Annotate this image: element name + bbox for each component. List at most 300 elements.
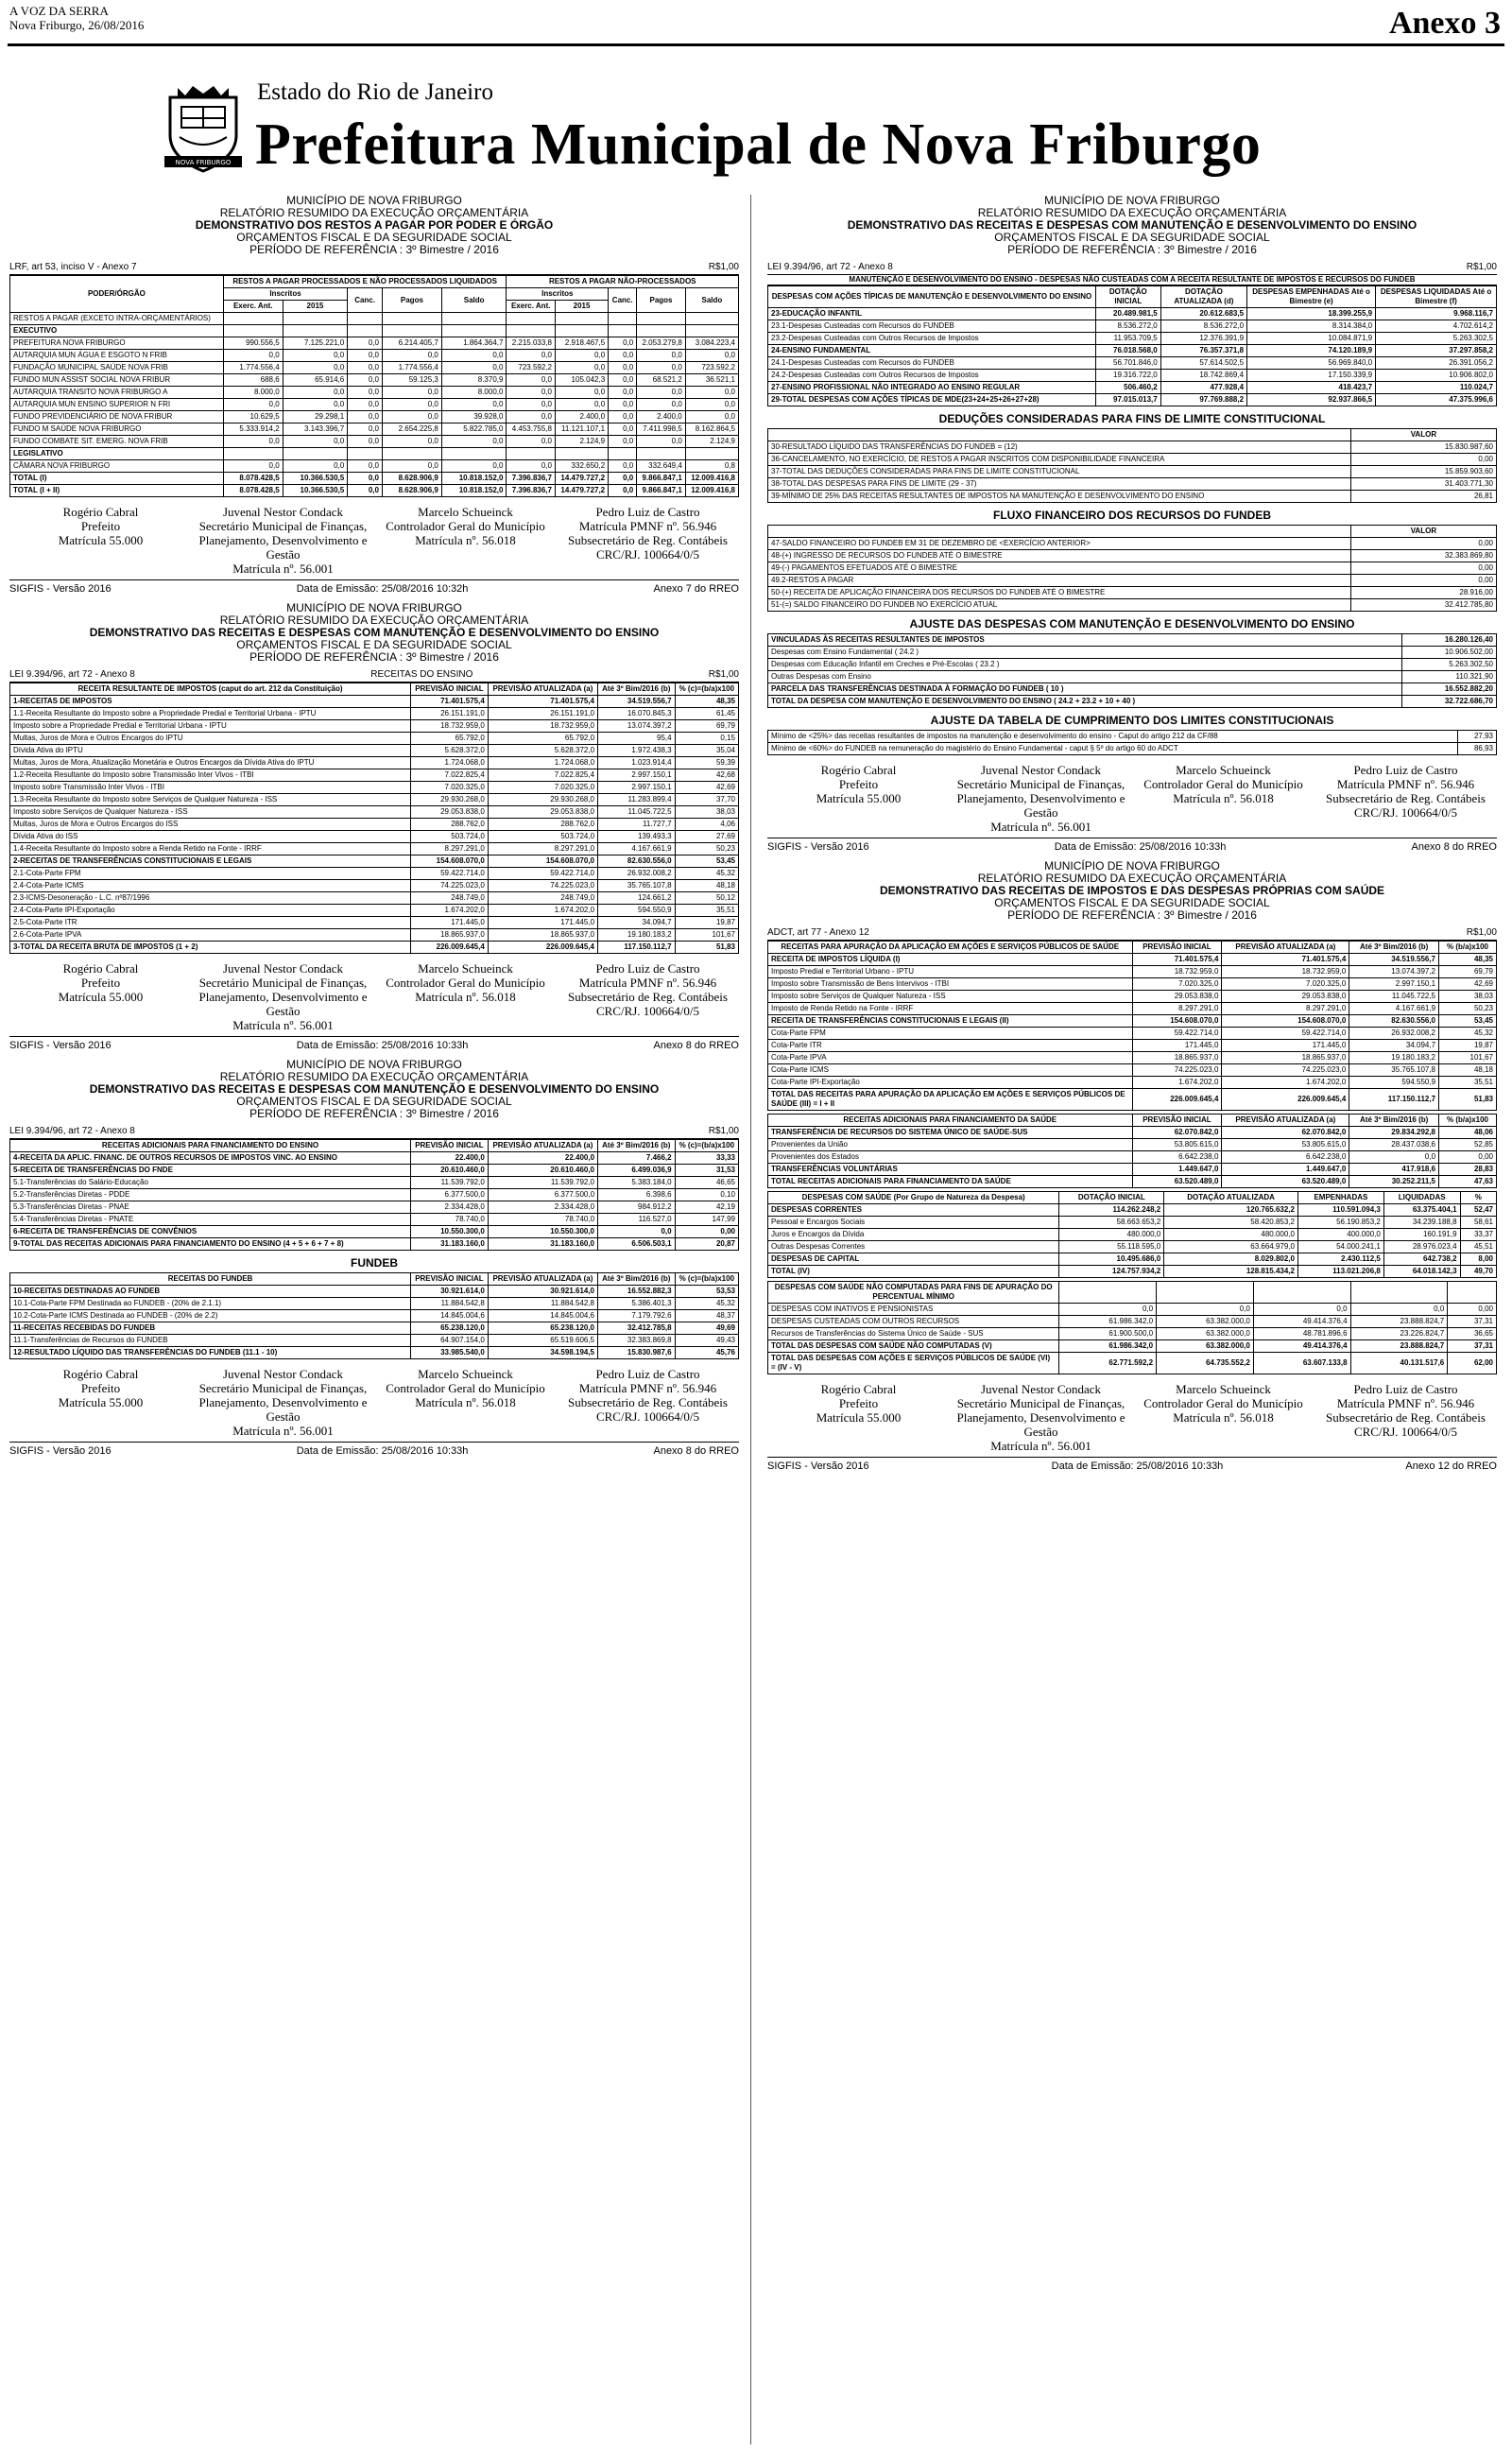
cell-value: 4,06 [675, 819, 738, 831]
col-2015: 2015 [283, 301, 348, 313]
table-row [768, 1064, 1497, 1077]
table-row [10, 1177, 739, 1189]
cell-value: 59.422.714,0 [411, 868, 489, 880]
cell-value: 68.521,2 [637, 374, 686, 387]
cell-value: 0,0 [609, 399, 637, 411]
table-row [768, 454, 1497, 466]
table-row [10, 473, 739, 485]
cell-value: 0,0 [507, 387, 556, 399]
signature-role: Secretário Municipal de Finanças, Planejamento, Desenvolvimento e Gestão [198, 519, 368, 562]
cell-value: 0,0 [598, 1226, 676, 1238]
col-despesa: DESPESAS COM AÇÕES TÍPICAS DE MANUTENÇÃO E DESENVOLVIMENTO DO ENSINO [768, 286, 1096, 308]
col-nao-processados: RESTOS A PAGAR NÃO-PROCESSADOS [507, 276, 739, 288]
cell-value: 49,70 [1460, 1266, 1496, 1278]
cell-value: 400.000,0 [1297, 1229, 1383, 1241]
signature-role: Controlador Geral do Município [1143, 1396, 1303, 1410]
cell-value: 0,0 [1350, 1304, 1448, 1316]
cell-value: 0,0 [637, 362, 686, 374]
signature-reg: Matrícula nº. 56.001 [990, 820, 1091, 834]
table-row [768, 634, 1497, 647]
cell-value: 65.792,0 [488, 733, 597, 745]
cell-value: 19,87 [675, 917, 738, 929]
cell-value: 13.074.397,2 [1349, 966, 1439, 978]
cell-value: 45,32 [675, 868, 738, 880]
row-label: 10.2-Cota-Parte ICMS Destinada ao FUNDEB - (20% de 2.2) [10, 1310, 411, 1322]
signature-name: Juvenal Nestor Condack [222, 1367, 344, 1381]
row-label: 3-TOTAL DA RECEITA BRUTA DE IMPOSTOS (1 + 2) [10, 942, 411, 954]
cell-value: 18.865.937,0 [488, 929, 597, 942]
cell-value: 15.859.903,60 [1350, 466, 1496, 478]
report-meta [767, 260, 1497, 275]
cell-value: 8.314.384,0 [1247, 320, 1376, 333]
table-row [10, 880, 739, 892]
cell-value: 71.401.575,4 [411, 696, 489, 708]
row-label: 2.5-Cota-Parte ITR [10, 917, 411, 929]
cell-value: 11.884.542,8 [411, 1298, 489, 1310]
signature [767, 1382, 950, 1453]
col-previsao-atualizada: PREVISÃO ATUALIZADA (a) [1222, 1115, 1349, 1127]
cell-value: 82.630.556,0 [1349, 1015, 1439, 1028]
cell-value: 10.366.530,5 [283, 485, 348, 497]
table-row [768, 954, 1497, 966]
cell-value: 36,65 [1448, 1328, 1497, 1340]
cell-value [382, 448, 441, 460]
col-canc: Canc. [348, 288, 383, 313]
emission-date: Data de Emissão: 25/08/2016 10:33h [1051, 1460, 1224, 1472]
cell-value: 5.822.785,0 [441, 423, 507, 436]
table-row [10, 868, 739, 880]
cell-value: 3.143.396,7 [283, 423, 348, 436]
row-label: FUNDO M SAÚDE NOVA FRIBURGO [10, 423, 224, 436]
cell-value: 26.151.191,0 [488, 708, 597, 720]
deducoes-title: DEDUÇÕES CONSIDERADAS PARA FINS DE LIMITE CONSTITUCIONAL [938, 412, 1326, 425]
cell-value: 2.124,9 [685, 436, 738, 448]
cell-value [223, 448, 283, 460]
cell-value: 59.422.714,0 [488, 868, 597, 880]
cell-value: 16.552.882,3 [598, 1286, 676, 1298]
row-label: Outras Despesas Correntes [768, 1241, 1059, 1253]
cell-value: 59.422.714,0 [1222, 1028, 1349, 1040]
signature-reg: Matrícula nº. 56.001 [232, 562, 334, 576]
cell-value: 29.834.292,8 [1349, 1127, 1439, 1139]
table-row [10, 374, 739, 387]
cell-value: 95,4 [598, 733, 676, 745]
cell-value: 0,0 [609, 423, 637, 436]
table-row [768, 1253, 1497, 1266]
cell-value: 38,03 [1439, 991, 1497, 1003]
cell-value: 0,0 [1059, 1304, 1157, 1316]
cell-value: 63.382.000,0 [1157, 1316, 1254, 1328]
signature-name: Pedro Luiz de Castro [1353, 763, 1458, 777]
cell-value: 63.382.000,0 [1157, 1328, 1254, 1340]
cell-value: 22.400,0 [488, 1152, 597, 1165]
header-line: MUNICÍPIO DE NOVA FRIBURGO [1044, 859, 1220, 873]
cell-value: 11.121.107,1 [555, 423, 608, 436]
cell-value [609, 325, 637, 337]
signature-name: Pedro Luiz de Castro [595, 961, 700, 976]
table-row [10, 819, 739, 831]
report-despesas-ensino [767, 195, 1497, 853]
limites-table [767, 730, 1497, 755]
legal-reference: ADCT, art 77 - Anexo 12 [767, 927, 869, 938]
col-dotacao-atualizada: DOTAÇÃO ATUALIZADA [1164, 1192, 1298, 1204]
cell-value: 139.493,3 [598, 831, 676, 843]
table-row [10, 1286, 739, 1298]
table-row [768, 1353, 1497, 1374]
signature-block [9, 961, 739, 1032]
col-despesa: DESPESAS COM SAÚDE (Por Grupo de Natureza da Despesa) [768, 1192, 1059, 1204]
cell-value: 7.020.325,0 [1222, 978, 1349, 991]
fluxo-body [768, 538, 1497, 612]
row-label: 51-(=) SALDO FINANCEIRO DO FUNDEB NO EXERCÍCIO ATUAL [768, 599, 1351, 612]
cell-value: 0,0 [685, 387, 738, 399]
cell-value: 0,0 [283, 460, 348, 473]
cell-value: 0,0 [609, 374, 637, 387]
cell-value: 0,0 [348, 436, 383, 448]
cell-value: 53.805.615,0 [1132, 1139, 1222, 1151]
signature [374, 505, 557, 576]
signature-name: Pedro Luiz de Castro [1353, 1382, 1458, 1396]
table-row [10, 313, 739, 325]
cell-value [348, 325, 383, 337]
header-line: RELATÓRIO RESUMIDO DA EXECUÇÃO ORÇAMENTÁRIA [219, 614, 529, 627]
row-label: Dívida Ativa do IPTU [10, 745, 411, 757]
row-label: Imposto de Renda Retido na Fonte - IRRF [768, 1003, 1133, 1015]
cell-value: 19.180.183,2 [598, 929, 676, 942]
row-label: AUTARQUIA TRANSITO NOVA FRIBURGO A [10, 387, 224, 399]
row-label: 2.1-Cota-Parte FPM [10, 868, 411, 880]
cell-value: 28.976.023,4 [1383, 1241, 1460, 1253]
row-label: TOTAL DAS DESPESAS COM SAÚDE NÃO COMPUTADAS (V) [768, 1340, 1059, 1353]
cell-value: 8.000,0 [223, 387, 283, 399]
table-row [768, 357, 1497, 370]
cell-value: 0,0 [507, 350, 556, 362]
signature-role: Controlador Geral do Município [1143, 777, 1303, 791]
cell-value: 2.430.112,5 [1297, 1253, 1383, 1266]
row-label: 23-EDUCAÇÃO INFANTIL [768, 308, 1096, 320]
cell-value: 0,0 [283, 399, 348, 411]
cell-value: 16.070.845,3 [598, 708, 676, 720]
row-label: Mínimo de <25%> das receitas resultantes de impostos na manutenção e desenvolvimento do ensino - Caput do artigo 212 da CF/88 [768, 731, 1458, 743]
header-line: ORÇAMENTOS FISCAL E DA SEGURIDADE SOCIAL [994, 896, 1270, 909]
cell-value: 65.519.606,5 [488, 1335, 597, 1347]
cell-value: 28.916,00 [1350, 587, 1496, 599]
row-label: FUNDAÇÃO MUNICIPAL SAÚDE NOVA FRIB [10, 362, 224, 374]
signature-reg: Matrícula 55.000 [58, 990, 144, 1004]
cell-value: 56.969.840,0 [1247, 357, 1376, 370]
cell-value: 0,0 [555, 350, 608, 362]
col-liquidadas: DESPESAS LIQUIDADAS Até o Bimestre (f) [1376, 286, 1497, 308]
row-label: Imposto sobre a Propriedade Predial e Territorial Urbana - IPTU [10, 720, 411, 733]
signature-role: Secretário Municipal de Finanças, Planejamento, Desenvolvimento e Gestão [956, 1396, 1125, 1439]
col-previsao-atualizada: PREVISÃO ATUALIZADA (a) [488, 1273, 597, 1286]
system-version: SIGFIS - Versão 2016 [767, 1460, 869, 1472]
cell-value: 33,37 [1460, 1229, 1496, 1241]
table-row [768, 1204, 1497, 1217]
signature-role: Matrícula PMNF nº. 56.946 [578, 976, 717, 990]
row-label: 23.1-Despesas Custeadas com Recursos do FUNDEB [768, 320, 1096, 333]
cell-value: 35,51 [1439, 1077, 1497, 1089]
cell-value: 7.466,2 [598, 1152, 676, 1165]
row-label: 5.1-Transferências do Salário-Educação [10, 1177, 411, 1189]
header-line: ORÇAMENTOS FISCAL E DA SEGURIDADE SOCIAL [236, 1095, 512, 1108]
signature-name: Juvenal Nestor Condack [222, 505, 344, 519]
cell-value: 49.414.376,4 [1253, 1340, 1350, 1353]
row-label: Multas, Juros de Mora e Outros Encargos do ISS [10, 819, 411, 831]
cell-value: 0,15 [675, 733, 738, 745]
table-row [768, 696, 1497, 708]
cell-value: 0,0 [223, 436, 283, 448]
cell-value: 51,83 [1439, 1089, 1497, 1111]
row-label: Cota-Parte ITR [768, 1040, 1133, 1052]
row-label: Provenientes da União [768, 1139, 1133, 1151]
cell-value: 7.396.836,7 [507, 473, 556, 485]
table-row [10, 448, 739, 460]
col-percent: % (c)=(b/a)x100 [675, 1140, 738, 1152]
table-row [768, 1127, 1497, 1139]
cell-value: 7.179.792,6 [598, 1310, 676, 1322]
cell-value: 4.702.614,2 [1376, 320, 1497, 333]
table-row [10, 362, 739, 374]
row-label: Cota-Parte FPM [768, 1028, 1133, 1040]
header-line: ORÇAMENTOS FISCAL E DA SEGURIDADE SOCIAL [236, 638, 512, 651]
fundeb-band: FUNDEB [351, 1256, 398, 1270]
cell-value: 0,0 [609, 436, 637, 448]
cell-value: 2.918.467,5 [555, 337, 608, 350]
cell-value: 48,37 [675, 1310, 738, 1322]
despesas-nao-computadas-table [767, 1281, 1497, 1374]
cell-value: 20.612.683,5 [1160, 308, 1246, 320]
col-inscritos: Inscritos [223, 288, 347, 301]
annex-reference: Anexo 7 do RREO [653, 583, 739, 595]
cell-value: 52,47 [1460, 1204, 1496, 1217]
cell-value: 120.765.632,2 [1164, 1204, 1298, 1217]
signature-role: Controlador Geral do Município [386, 976, 545, 990]
cell-value: 26.151.191,0 [411, 708, 489, 720]
cell-value: 11.727,7 [598, 819, 676, 831]
cell-value: 97.769.888,2 [1160, 394, 1246, 406]
despesas-ensino-table [767, 285, 1497, 406]
cell-value [609, 313, 637, 325]
cell-value: 0,00 [1448, 1304, 1497, 1316]
cell-value: 40.131.517,6 [1350, 1353, 1448, 1374]
cell-value: 58,61 [1460, 1217, 1496, 1229]
cell-value: 30.921.614,0 [488, 1286, 597, 1298]
signature-role: Controlador Geral do Município [386, 519, 545, 533]
table-row [10, 855, 739, 868]
receitas-adicionais-body [10, 1152, 739, 1251]
row-label: 5.3-Transferências Diretas - PNAE [10, 1201, 411, 1214]
col-exerc-ant: Exerc. Ant. [223, 301, 283, 313]
table-row [768, 1229, 1497, 1241]
cell-value: 6.214.405,7 [382, 337, 441, 350]
report-header [767, 860, 1497, 922]
cell-value: 0,0 [637, 350, 686, 362]
signature-name: Juvenal Nestor Condack [222, 961, 344, 976]
cell-value: 58.663.653,2 [1059, 1217, 1164, 1229]
cell-value: 19.180.183,2 [1349, 1052, 1439, 1064]
cell-value: 10.629,5 [223, 411, 283, 423]
cell-value: 114.262.248,2 [1059, 1204, 1164, 1217]
cell-value: 50,23 [675, 843, 738, 855]
row-label: 1-RECEITAS DE IMPOSTOS [10, 696, 411, 708]
row-label: Imposto sobre Serviços de Qualquer Natureza - ISS [768, 991, 1133, 1003]
row-label: Imposto sobre Serviços de Qualquer Natureza - ISS [10, 806, 411, 819]
signature-role: Matrícula PMNF nº. 56.946 [1336, 1396, 1475, 1410]
col-empenhadas: EMPENHADAS [1297, 1192, 1383, 1204]
fluxo-title: FLUXO FINANCEIRO DOS RECURSOS DO FUNDEB [992, 509, 1271, 522]
cell-value: 418.423,7 [1247, 382, 1376, 394]
cell-value: 49,43 [675, 1335, 738, 1347]
table-row [10, 411, 739, 423]
table-row [768, 370, 1497, 382]
cell-value: 32.412.785,8 [598, 1322, 676, 1335]
cell-value: 0,0 [441, 350, 507, 362]
cell-value: 594.550,9 [1349, 1077, 1439, 1089]
cell-value: 0,0 [441, 399, 507, 411]
cell-value: 20.489.981,5 [1095, 308, 1160, 320]
cell-value: 0,0 [348, 399, 383, 411]
cell-value: 0,0 [348, 460, 383, 473]
cell-value: 17.150.339,9 [1247, 370, 1376, 382]
signature-block [767, 1382, 1497, 1453]
cell-value: 6.642.238,0 [1222, 1151, 1349, 1164]
cell-value: 42,69 [1439, 978, 1497, 991]
cell-value: 74.225.023,0 [411, 880, 489, 892]
cell-value: 48,35 [1439, 954, 1497, 966]
cell-value [637, 448, 686, 460]
ajuste-title: AJUSTE DAS DESPESAS COM MANUTENÇÃO E DESENVOLVIMENTO DO ENSINO [909, 617, 1355, 631]
cell-value: 0,0 [507, 374, 556, 387]
cell-value: 42,68 [675, 769, 738, 782]
row-label: Outras Despesas com Ensino [768, 671, 1402, 683]
cell-value: 37,70 [675, 794, 738, 806]
cell-value: 29.053.838,0 [411, 806, 489, 819]
table-row [10, 806, 739, 819]
cell-value: 480.000,0 [1164, 1229, 1298, 1241]
cell-value: 248.749,0 [411, 892, 489, 905]
crest-text: NOVA FRIBURGO [175, 159, 232, 166]
cell-value: 71.401.575,4 [1222, 954, 1349, 966]
cell-value: 31.183.160,0 [488, 1238, 597, 1251]
cell-value: 10.818.152,0 [441, 485, 507, 497]
legal-reference: LRF, art 53, inciso V - Anexo 7 [9, 262, 137, 272]
table-row [10, 1238, 739, 1251]
cell-value [223, 313, 283, 325]
signature-name: Marcelo Schueinck [418, 961, 513, 976]
row-label: 1.4-Receita Resultante do Imposto sobre a Renda Retido na Fonte - IRRF [10, 843, 411, 855]
report-meta [9, 667, 739, 683]
cell-value: 642.738,2 [1383, 1253, 1460, 1266]
table-row [768, 1316, 1497, 1328]
signature-name: Rogério Cabral [62, 961, 139, 976]
report-title: DEMONSTRATIVO DAS RECEITAS E DESPESAS COM MANUTENÇÃO E DESENVOLVIMENTO DO ENSINO [89, 1082, 660, 1096]
col-canc: Canc. [609, 288, 637, 313]
cell-value: 49.414.376,4 [1253, 1316, 1350, 1328]
cell-value: 18.732.959,0 [488, 720, 597, 733]
table-row [768, 575, 1497, 587]
header-line: ORÇAMENTOS FISCAL E DA SEGURIDADE SOCIAL [994, 231, 1270, 244]
table-row [768, 1217, 1497, 1229]
row-label: EXECUTIVO [10, 325, 224, 337]
table-row [10, 1298, 739, 1310]
row-label: 2.3-ICMS-Desoneração - L.C. nº87/1996 [10, 892, 411, 905]
cell-value: 0,0 [609, 362, 637, 374]
cell-value: 0,0 [441, 436, 507, 448]
cell-value: 288.762,0 [488, 819, 597, 831]
cell-value: 7.020.325,0 [411, 782, 489, 794]
cell-value: 32.412.785,80 [1350, 599, 1496, 612]
table-row [10, 1310, 739, 1322]
cell-value: 8.297.291,0 [1132, 1003, 1222, 1015]
row-label: 24-ENSINO FUNDAMENTAL [768, 345, 1096, 357]
annex-reference: Anexo 8 do RREO [1411, 841, 1497, 853]
cell-value: 2.400,0 [637, 411, 686, 423]
cell-value: 0,0 [223, 399, 283, 411]
cell-value [348, 448, 383, 460]
table-row [10, 917, 739, 929]
row-label: 10-RECEITAS DESTINADAS AO FUNDEB [10, 1286, 411, 1298]
cell-value: 6.499.036,9 [598, 1165, 676, 1177]
report-footer [767, 838, 1497, 853]
signature [1314, 763, 1497, 834]
cell-value: 5.386.401,3 [598, 1298, 676, 1310]
col-receita-fundeb: RECEITAS DO FUNDEB [10, 1273, 411, 1286]
table-row [768, 683, 1497, 696]
cell-value: 11.953.709,5 [1095, 333, 1160, 345]
signature-reg: Subsecretário de Reg. Contábeis CRC/RJ. 100664/0/5 [1326, 791, 1486, 820]
cell-value: 16.280.126,40 [1402, 634, 1497, 647]
row-label: 6-RECEITA DE TRANSFERÊNCIAS DE CONVÊNIOS [10, 1226, 411, 1238]
table-row [10, 1201, 739, 1214]
cell-value: 34.239.188,8 [1383, 1217, 1460, 1229]
cell-value: 113.021.206,8 [1297, 1266, 1383, 1278]
row-label: Despesas com Educação Infantil em Creches e Pré-Escolas ( 23.2 ) [768, 659, 1402, 671]
cell-value: 110.321,90 [1402, 671, 1497, 683]
cell-value: 10.495.686,0 [1059, 1253, 1164, 1266]
cell-value: 48,18 [675, 880, 738, 892]
table-row [10, 905, 739, 917]
cell-value: 10.906.502,00 [1402, 647, 1497, 659]
cell-value: 0,0 [348, 411, 383, 423]
cell-value: 101,67 [675, 929, 738, 942]
cell-value: 0,0 [637, 436, 686, 448]
cell-value: 1.774.556,4 [382, 362, 441, 374]
cell-value: 47.375.996,6 [1376, 394, 1497, 406]
cell-value: 61.986.342,0 [1059, 1316, 1157, 1328]
signature-name: Rogério Cabral [820, 763, 897, 777]
cell-value: 503.724,0 [411, 831, 489, 843]
cell-value: 34.094,7 [598, 917, 676, 929]
header-line: RELATÓRIO RESUMIDO DA EXECUÇÃO ORÇAMENTÁRIA [977, 872, 1287, 885]
cell-value: 0,0 [609, 473, 637, 485]
row-label: VINCULADAS ÀS RECEITAS RESULTANTES DE IMPOSTOS [768, 634, 1402, 647]
table-row [768, 1266, 1497, 1278]
row-label: 39-MÍNIMO DE 25% DAS RECEITAS RESULTANTES DE IMPOSTOS NA MANUTENÇÃO E DESENVOLVIMENTO DO ENSINO [768, 491, 1351, 503]
row-label: Imposto Predial e Territorial Urbano - IPTU [768, 966, 1133, 978]
cell-value: 78.740,0 [411, 1214, 489, 1226]
col-liquidadas: LIQUIDADAS [1383, 1192, 1460, 1204]
table-row [768, 1151, 1497, 1164]
cell-value: 59,39 [675, 757, 738, 769]
signature-reg: Matrícula nº. 56.018 [415, 533, 516, 547]
table-row [10, 1189, 739, 1201]
table-row [768, 1003, 1497, 1015]
cell-value [283, 448, 348, 460]
cell-value: 59.125,3 [382, 374, 441, 387]
cell-value: 4.167.661,9 [598, 843, 676, 855]
column-divider [750, 195, 751, 2445]
